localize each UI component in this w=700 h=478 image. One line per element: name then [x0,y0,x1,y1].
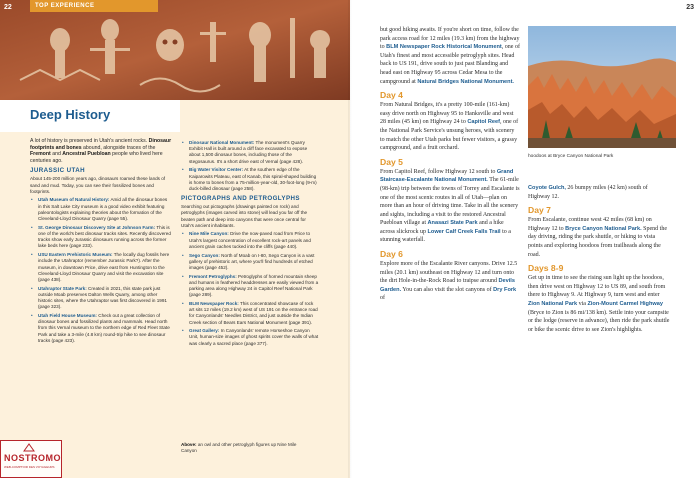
list-item: • BLM Newspaper Rock: This concentrated showcase of rock art sits 12 miles (19.2 km) west of US 191 on the entrance road for Canyonlands' Needles District, and just outside the Indian Creek section of Bears Ears National Monument (page 391). [181,301,319,326]
day-heading: Day 7 [528,205,551,216]
page-number-left: 22 [4,4,12,11]
logo-tagline: WEB-COMPTOIR DES VOYAGEURS [4,465,55,469]
list-item: • Big Water Visitor Center: At the southern edge of the Kaiparowits Plateau, east of Kanab, this spiral-shaped building is home to bones from a 75-million-year-old, 30-foot-long (9-m) duck-billed dinosaur (page 258). [181,167,319,192]
day-heading: Day 5 [380,156,403,167]
right-column-a [380,26,520,305]
list-item: • St. George Dinosaur Discovery Site at Johnson Farm: This is one of the world's best dinosaur tracks sites. Recently discovered tracks show early Jurassic dinosaurs running across the former lake beds here (page 233). [30,225,172,250]
list-item: • Sego Canyon: North of Moab on I-80, Sego Canyon is a vast gallery of prehistoric art, where you'll find hundreds of etched images (page 452). [181,253,319,272]
logo-mark-icon [23,443,35,452]
nostromo-logo [0,440,62,478]
photo-caption-right: hoodoos at Bryce Canyon National Park [528,154,614,159]
top-experience-banner: TOP EXPERIENCE [30,0,158,12]
day-heading: Days 8-9 [528,263,564,274]
jurassic-intro: About 145-200 million years ago, dinosaurs roamed these lands of sand and mud. Today, you can see their fossilized bones and footprints. [30,176,166,194]
petroglyph-illustration [0,0,350,100]
day-heading: Day 6 [380,249,403,260]
right-column-b [528,184,670,336]
day-paragraph: From Escalante, continue west 42 miles (68 km) on Highway 12 to Bryce Canyon National Park. Spend the day driving, riding the park shuttle, or hiking to vista points and exploring hoodoos from trailheads along the road. [528,217,667,258]
day-paragraph: From Natural Bridges, it's a pretty 100-mile (161-km) easy drive north on Highway 95 to Hanksville and west 28 miles (45 km) on Highway 24 to Capitol Reef, one of the National Park Service's unsung heroes, with scenery to match the other Utah parks but fewer visitors, a grassy campground, and a fruit orchard. [380,102,519,152]
book-gutter [348,0,352,478]
day-heading: Day 4 [380,90,403,101]
section-heading-pictographs: PICTOGRAPHS AND PETROGLYPHS [181,195,300,203]
hoodoo-landscape-illustration [528,26,676,148]
page-title: Deep History [30,107,111,122]
photo-caption-left: Above: an owl and other petroglyph figures up Nine Mile Canyon [181,442,297,453]
logo-name: NOSTROMO [4,453,61,463]
day-paragraph: Get up in time to see the rising sun light up the hoodoos, then drive west on Highway 12 to US 89, and south from there to Highway 9. At Highway 9, turn west and enter Zion National Park via Zion-Mount Carmel Highway (Bryce to Zion is 86 mi/138 km). Settle into your campsite or the lodge (reserve in advance), then ride the park shuttle or bike the scenic drive to see Zion's highlights. [528,275,670,333]
continuation-paragraph: but good hiking awaits. If you're short on time, follow the park access road for 12 miles (19.3 km) from the highway to BLM Newspaper Rock Historical Monument, one of Utah's finest and most accessible petroglyph sites. Head back to US 191, drive south to just past Blanding and head east on Highway 95 across Cedar Mesa to the campground at Natural Bridges National Monument. [380,27,520,85]
day-paragraph: Explore more of the Escalante River canyons. Drive 12.5 miles (20.1 km) southeast on Highway 12 and turn onto the dirt Hole-in-the-Rock Road to traipse around Devils Garden. You can also visit the slot canyons of Dry Fork of [380,261,518,302]
left-column-b [181,140,319,349]
page-number-right: 23 [686,4,694,11]
section-heading-jurassic: JURASSIC UTAH [30,167,85,175]
list-item: • Fremont Petroglyphs: Petroglyphs of horned mountain sheep and humans in feathered headdresses are easily viewed from a parking area along Highway 24 in Capitol Reef National Park (page 289). [181,274,319,299]
bryce-canyon-photo [528,26,676,148]
petroglyph-photo [0,0,350,100]
continuation-paragraph: Coyote Gulch, 26 bumpy miles (42 km) south of Highway 12. [528,185,648,200]
list-item: • Utahraptor State Park: Created in 2021, this state park just outside Moab preserves Dalton Wells Quarry, among other historic sites, where the Utahraptor was first discovered in 1991 (page 323). [30,286,172,311]
list-item: • Nine Mile Canyon: Drive the now-paved road from Price to Utah's largest concentration of excellent rock-art panels and ancient grain caches tucked into the cliffs (page 440). [181,231,319,250]
day-paragraph: From Capitol Reef, follow Highway 12 south to Grand Staircase-Escalante National Monument. The 61-mile (98-km) trip between the towns of Torrey and Escalante is one of the most scenic routes in all of Utah—plan on more than an hour of driving time. Take in all the scenery and sights, including a visit to the restored Ancestral Puebloan village at Anasazi State Park and a hike across slickrock up Lower Calf Creek Falls Trail to a stunning waterfall. [380,168,520,244]
list-item: • USU Eastern Prehistoric Museum: The locally dug fossils here include the Utahraptor (remember Jurassic Park?). After the museum, in downtown Price, drive east from Huntington to the Cleveland-Lloyd Dinosaur Quarry and visit the excavation site (page 438). [30,252,172,283]
intro-paragraph: A lot of history is preserved in Utah's ancient rocks. Dinosaur footprints and bones abound, alongside traces of the Fremont and Ancestral Puebloan people who lived here centuries ago. [30,138,172,164]
list-item: • Great Gallery: In Canyonlands' remote Horseshoe Canyon Unit, human-size images of ghost spirits cover the walls of what was clearly a sacred place (page 377). [181,328,319,347]
list-item: • Utah Field House Museum: Check out a great collection of dinosaur bones and fossilized plants and mammals. Head north from this Vernal museum to the northern edge of Red Fleet State Park and take a 3-mile (4.8 km) round-trip hike to see dinosaur tracks (page 423). [30,313,172,344]
list-item: • Utah Museum of Natural History: Amid all the dinosaur bones in this Salt Lake City museum is a good video exhibit featuring paleontologists explaining theories about the formation of the Cleveland-Lloyd Dinosaur Quarry (page 55). [30,197,172,222]
left-column-a [30,138,172,346]
pictographs-intro: Searching out pictographs (drawings painted on rock) and petroglyphs (images carved into stone) will lead you far off the beaten path and deep into canyons that were once central for Utah's ancient inhabitants. [181,204,308,228]
list-item: • Dinosaur National Monument: The monument's Quarry Exhibit Hall is built around a cliff face excavated to expose about 1,500 dinosaur bones, including those of the stegosaurus. It's a short drive east of Vernal (page 428). [181,140,319,165]
